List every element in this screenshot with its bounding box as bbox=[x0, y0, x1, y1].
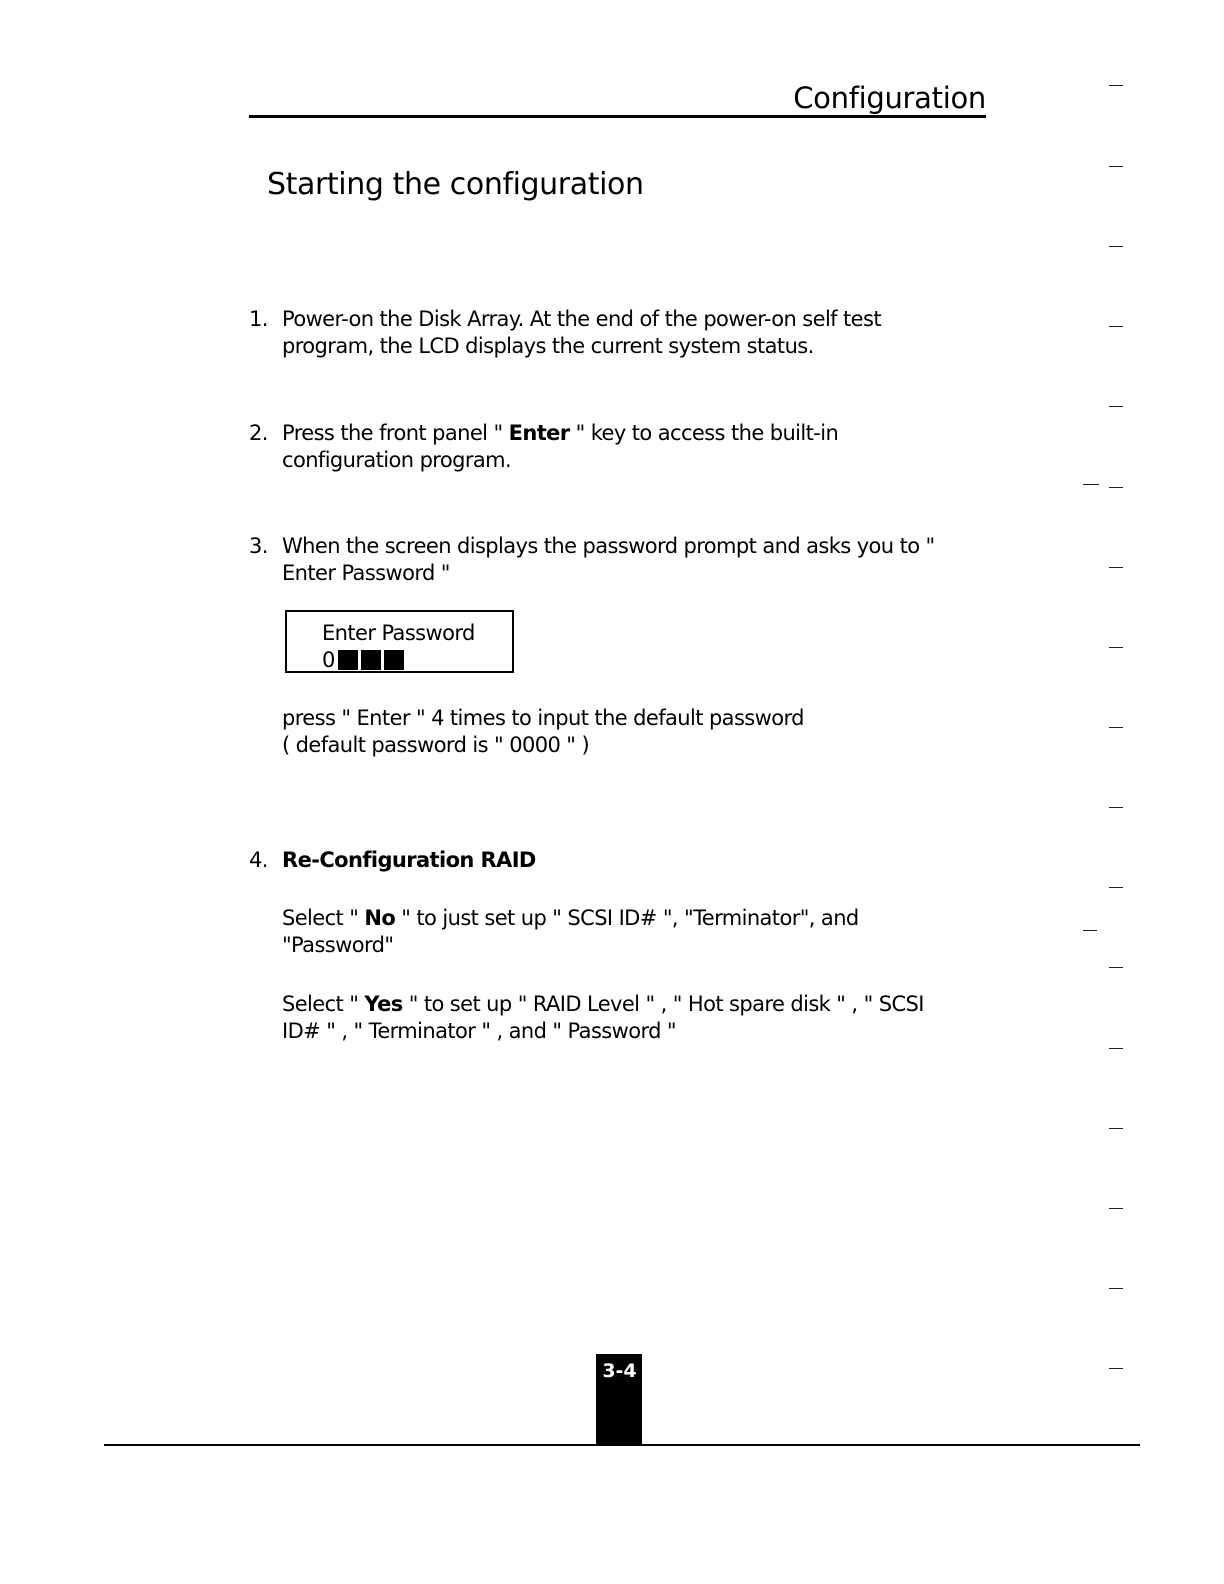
step-number: 4. bbox=[249, 848, 268, 872]
option-no bbox=[249, 905, 989, 959]
step-4 bbox=[249, 847, 989, 874]
note-line: press " Enter " 4 times to input the default password bbox=[282, 706, 804, 730]
lcd-cursor-block bbox=[361, 650, 381, 670]
option-text: Select " No " to just set up " SCSI ID# ", "Terminator", and "Password" bbox=[282, 906, 859, 957]
step-number: 1. bbox=[249, 307, 268, 331]
lcd-display bbox=[285, 610, 514, 673]
edge-mark bbox=[1109, 1368, 1123, 1369]
edge-mark bbox=[1109, 1208, 1123, 1209]
step-1 bbox=[249, 306, 989, 360]
header-rule bbox=[249, 115, 986, 118]
step-3-note bbox=[249, 705, 989, 759]
lcd-cursor-block bbox=[338, 650, 358, 670]
edge-mark bbox=[1109, 647, 1123, 648]
edge-mark bbox=[1109, 887, 1123, 888]
step-text: Power-on the Disk Array. At the end of the power-on self test program, the LCD displays the current system status. bbox=[282, 307, 881, 358]
step-number: 3. bbox=[249, 534, 268, 558]
step-text: Press the front panel " Enter " key to access the built-in configuration program. bbox=[282, 421, 839, 472]
page-number-tab: 3-4 bbox=[596, 1354, 642, 1446]
option-yes bbox=[249, 991, 989, 1045]
edge-mark bbox=[1109, 246, 1123, 247]
edge-mark bbox=[1109, 727, 1123, 728]
edge-mark bbox=[1083, 484, 1099, 485]
lcd-input bbox=[322, 648, 404, 672]
edge-mark bbox=[1109, 1288, 1123, 1289]
step-text: When the screen displays the password prompt and asks you to " Enter Password " bbox=[282, 534, 935, 585]
lcd-cursor-block bbox=[384, 650, 404, 670]
edge-mark bbox=[1083, 930, 1097, 931]
edge-mark bbox=[1109, 807, 1123, 808]
step-title: Re-Configuration RAID bbox=[282, 848, 536, 872]
option-text: Select " Yes " to set up " RAID Level " , " Hot spare disk " , " SCSI ID# " , " Terminator " , and " Password " bbox=[282, 992, 924, 1043]
enter-key-label: Enter bbox=[508, 421, 570, 445]
edge-mark bbox=[1109, 326, 1123, 327]
edge-mark bbox=[1109, 1048, 1123, 1049]
edge-mark bbox=[1109, 967, 1123, 968]
edge-mark bbox=[1109, 85, 1123, 86]
edge-mark bbox=[1109, 567, 1123, 568]
edge-mark bbox=[1109, 166, 1123, 167]
edge-mark bbox=[1109, 487, 1123, 488]
footer-rule bbox=[104, 1444, 1140, 1446]
no-label: No bbox=[364, 906, 396, 930]
section-title: Starting the configuration bbox=[267, 167, 644, 202]
edge-mark bbox=[1109, 406, 1123, 407]
note-line: ( default password is " 0000 " ) bbox=[282, 733, 590, 757]
step-2 bbox=[249, 420, 989, 474]
running-header: Configuration bbox=[793, 81, 986, 115]
edge-mark bbox=[1109, 1128, 1123, 1129]
step-number: 2. bbox=[249, 421, 268, 445]
step-3 bbox=[249, 533, 989, 587]
lcd-digit: 0 bbox=[322, 648, 335, 672]
lcd-prompt: Enter Password bbox=[322, 621, 475, 645]
yes-label: Yes bbox=[364, 992, 403, 1016]
